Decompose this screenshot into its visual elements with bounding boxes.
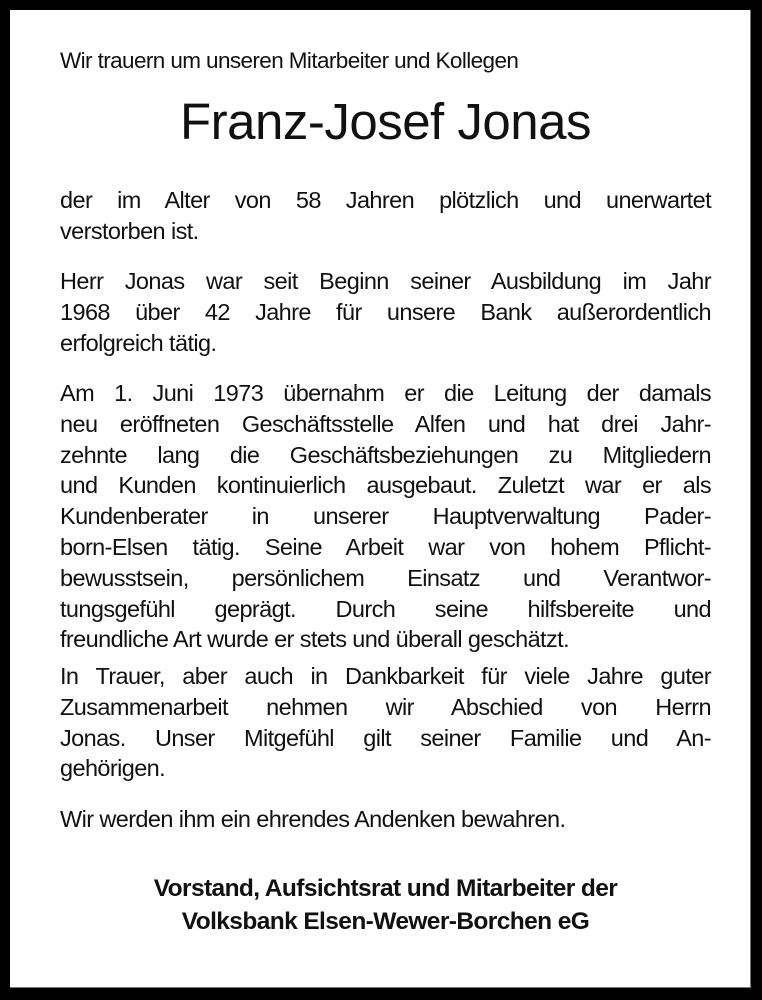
text-line: gehörigen. (60, 755, 166, 782)
text-line: Zusammenarbeit nehmen wir Abschied von Herrn (60, 693, 711, 720)
text-line: neu eröffneten Geschäftsstelle Alfen und hat drei Jahr- (60, 410, 711, 437)
text-line: Herr Jonas war seit Beginn seiner Ausbildung im Jahr (60, 268, 711, 294)
text-line: der im Alter von 58 Jahren plötzlich und unerwartet (60, 187, 711, 213)
paragraph-achievements (60, 378, 711, 655)
text-line: bewusstsein, persönlichem Einsatz und Verantwor- (60, 564, 711, 591)
paragraph-age (60, 185, 711, 247)
text-line: Kundenberater in unserer Hauptverwaltung Pader- (60, 503, 711, 530)
signature-line-1: Vorstand, Aufsichtsrat und Mitarbeiter der (153, 875, 618, 902)
text-line: zehnte lang die Geschäftsbeziehungen zu Mitgliedern (60, 441, 711, 468)
text-line: erfolgreich tätig. (60, 329, 217, 356)
text-line: verstorben ist. (60, 217, 199, 244)
obituary-notice-frame (10, 10, 751, 988)
text-line: In Trauer, aber auch in Dankbarkeit für viele Jahre guter (60, 663, 711, 689)
text-line: Jonas. Unser Mitgefühl gilt seiner Familie und An- (60, 724, 711, 751)
paragraph-remembrance (60, 804, 711, 835)
signature-line-2: Volksbank Elsen-Wewer-Borchen eG (181, 908, 590, 935)
paragraph-farewell (60, 661, 711, 784)
text-line: und Kunden kontinuierlich ausgebaut. Zuletzt war er als (60, 472, 711, 499)
text-line: born-Elsen tätig. Seine Arbeit war von hohem Pflicht- (60, 533, 711, 560)
text-line: 1968 über 42 Jahre für unsere Bank außerordentlich (60, 298, 711, 325)
text-line: Am 1. Juni 1973 übernahm er die Leitung der damals (60, 380, 711, 406)
paragraph-career (60, 266, 711, 358)
deceased-name: Franz-Josef Jonas (179, 93, 591, 150)
text-line: freundliche Art wurde er stets und überall geschätzt. (60, 626, 569, 653)
text-line: Wir werden ihm ein ehrendes Andenken bewahren. (60, 806, 566, 832)
intro-line: Wir trauern um unseren Mitarbeiter und Kollegen (60, 48, 519, 73)
text-line: tungsgefühl geprägt. Durch seine hilfsbereite und (60, 595, 711, 622)
signature-block (60, 872, 711, 938)
